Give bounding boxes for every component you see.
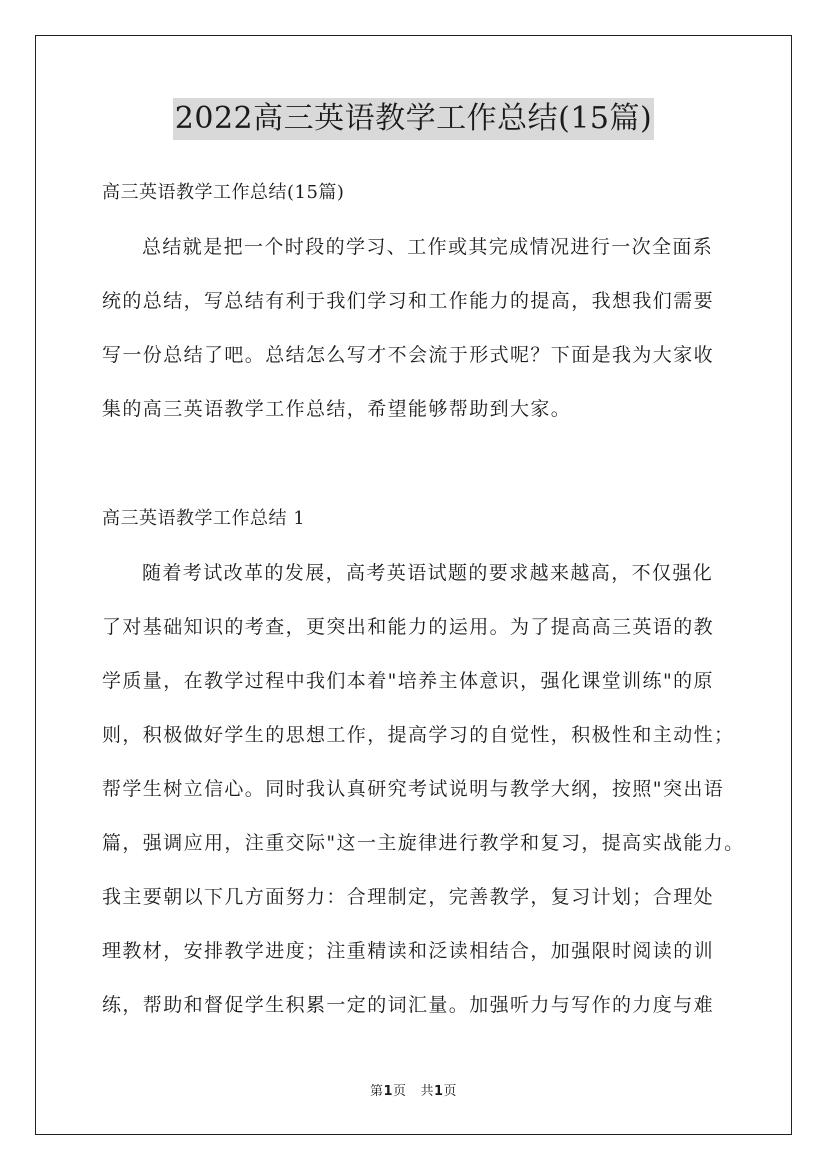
document-title: 2022高三英语教学工作总结(15篇)	[173, 98, 654, 140]
page-total: 共1页	[420, 1084, 458, 1099]
section-line: 学质量，在教学过程中我们本着"培养主体意识，强化课堂训练"的原	[102, 670, 714, 692]
section-line: 则，积极做好学生的思想工作，提高学习的自觉性，积极性和主动性；	[102, 724, 735, 746]
title-area	[0, 98, 827, 140]
page-footer	[0, 1084, 827, 1100]
intro-paragraph	[102, 220, 727, 436]
page-number: 第1页	[369, 1084, 407, 1099]
section-line: 帮学生树立信心。同时我认真研究考试说明与教学大纲，按照"突出语	[102, 778, 725, 800]
document-subtitle: 高三英语教学工作总结(15篇)	[102, 182, 345, 203]
section-line: 随着考试改革的发展，高考英语试题的要求越来越高，不仅强化	[142, 562, 714, 584]
section-line: 练，帮助和督促学生积累一定的词汇量。加强听力与写作的力度与难	[102, 994, 715, 1016]
intro-line: 集的高三英语教学工作总结，希望能够帮助到大家。	[102, 398, 572, 420]
intro-line: 统的总结，写总结有利于我们学习和工作能力的提高，我想我们需要	[102, 290, 715, 312]
section-line: 了对基础知识的考查，更突出和能力的运用。为了提高高三英语的教	[102, 616, 715, 638]
subtitle-block	[102, 180, 727, 206]
section-line: 理教材，安排教学进度；注重精读和泛读相结合，加强限时阅读的训	[102, 940, 715, 962]
intro-line: 总结就是把一个时段的学习、工作或其完成情况进行一次全面系	[142, 236, 714, 258]
section-paragraph	[102, 546, 745, 1032]
section-heading-block	[102, 506, 727, 532]
section-heading: 高三英语教学工作总结 1	[102, 508, 306, 529]
section-line: 我主要朝以下几方面努力：合理制定，完善教学，复习计划；合理处	[102, 886, 715, 908]
section-line: 篇，强调应用，注重交际"这一主旋律进行教学和复习，提高实战能力。	[102, 832, 745, 854]
intro-line: 写一份总结了吧。总结怎么写才不会流于形式呢？下面是我为大家收	[102, 344, 715, 366]
